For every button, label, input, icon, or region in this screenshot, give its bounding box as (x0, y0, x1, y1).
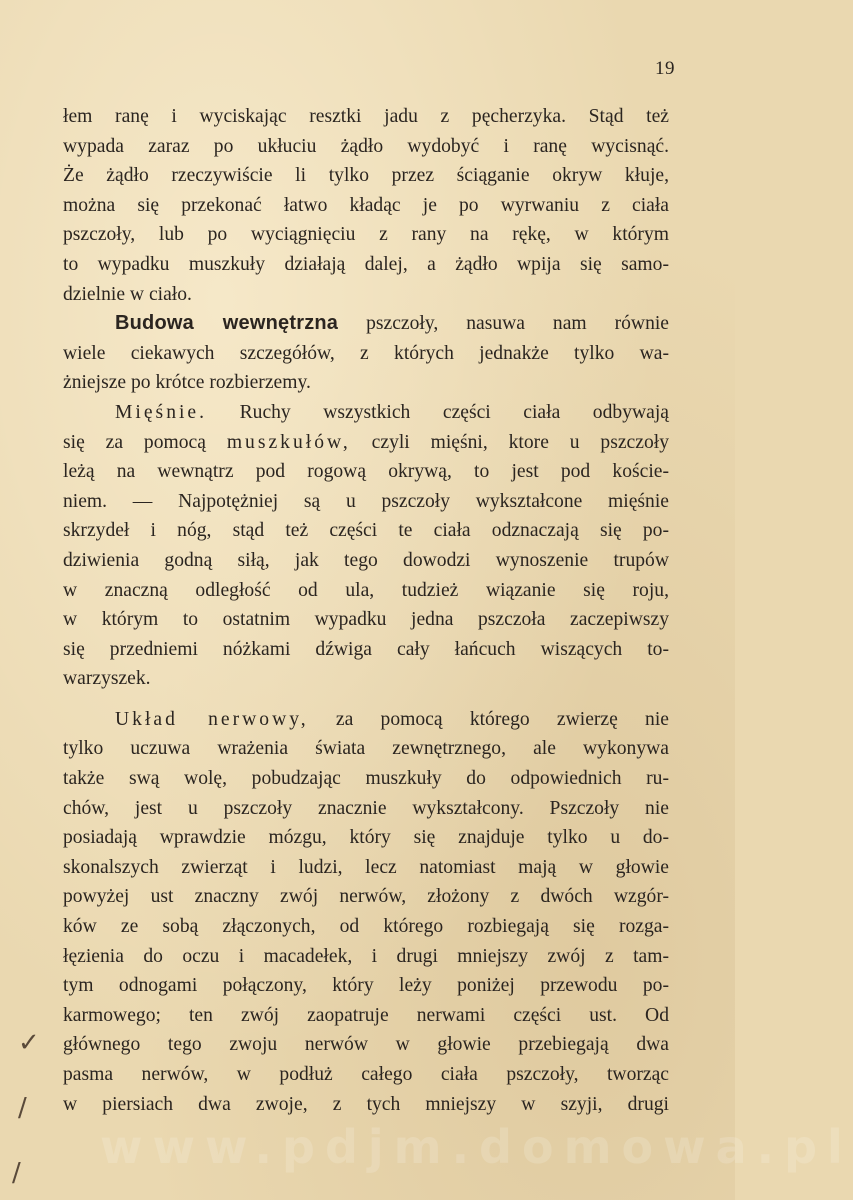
text-line: w znaczną odległość od ula, tudzież wiązanie się roju, (63, 579, 669, 601)
text-line: niem. — Najpotężniej są u pszczoły wykształcone mięśnie (63, 490, 669, 512)
text-line: to wypadku muszkuły działają dalej, a żądło wpija się samo- (63, 253, 669, 275)
text-line: się przedniemi nóżkami dźwiga cały łańcuch wiszących to- (63, 638, 669, 660)
text-line: powyżej ust znaczny zwój nerwów, złożony z dwóch wzgór- (63, 886, 669, 908)
page-number: 19 (655, 58, 675, 79)
text-line: pszczoły, lub po wyciągnięciu z rany na rękę, w którym (63, 224, 669, 246)
margin-pencil-mark: / (12, 1158, 21, 1188)
margin-pencil-mark: ✓ (18, 1028, 40, 1058)
text-line: pasma nerwów, w podłuż całego ciała pszczoły, tworząc (63, 1064, 669, 1085)
text-line: tym odnogami połączony, który leży poniżej przewodu po- (63, 975, 669, 997)
text-line (63, 428, 669, 458)
text-line: skonalszych zwierząt i ludzi, lecz natomiast mają w głowie (63, 856, 669, 878)
text-line: w piersiach dwa zwoje, z tych mniejszy w szyji, drugi (63, 1093, 669, 1115)
text-line: wypada zaraz po ukłuciu żądło wydobyć i ranę wycisnąć. (63, 135, 669, 157)
text-line: warzyszek. (63, 668, 151, 690)
text-line: żniejsze po krótce rozbierzemy. (63, 372, 311, 394)
section-budowa-first-line (63, 309, 669, 339)
text-line: Że żądło rzeczywiście li tylko przez ściąganie okryw kłuje, (63, 165, 669, 187)
text-fragment: czyli mięśni, ktore u pszczoły (371, 431, 669, 453)
text-line: chów, jest u pszczoły znacznie wykształcony. Pszczoły nie (63, 797, 669, 819)
text-line: łęzienia do oczu i macadełek, i drugi mniejszy zwój z tam- (63, 945, 669, 967)
text-line: łem ranę i wyciskając resztki jadu z pęcherzyka. Stąd też (63, 106, 669, 127)
watermark: www.pdjm.domowa.pl (100, 1120, 853, 1174)
section-term-inline: muszkułów, (226, 431, 351, 453)
text-line: można się przekonać łatwo kładąc je po wyrwaniu z ciała (63, 194, 669, 216)
text-line: karmowego; ten zwój zaopatruje nerwami części ust. Od (63, 1004, 669, 1026)
text-line: leżą na wewnątrz pod rogową okrywą, to jest pod koście- (63, 461, 669, 483)
text-line: także swą wolę, pobudzając muszkuły do odpowiednich ru- (63, 768, 669, 790)
text-line: ków ze sobą złączonych, od którego rozbiegają się rozga- (63, 916, 669, 938)
text-line: skrzydeł i nóg, stąd też części te ciała odznaczają się po- (63, 520, 669, 542)
text-line: posiadają wprawdzie mózgu, który się znajduje tylko u do- (63, 827, 669, 849)
text-line: tylko uczuwa wrażenia świata zewnętrznego, ale wykonywa (63, 738, 669, 760)
margin-pencil-mark: / (18, 1093, 27, 1123)
text-line: dziwienia godną siłą, jak tego dowodzi wynoszenie trupów (63, 549, 669, 571)
text-fragment: pszczoły, nasuwa nam równie (366, 313, 670, 335)
section-term: Mięśnie. (115, 401, 208, 423)
paragraph-gap (63, 694, 669, 705)
text-fragment: za pomocą którego zwierzę nie (335, 708, 669, 730)
text-line: w którym to ostatnim wypadku jedna pszczoła zaczepiwszy (63, 609, 669, 631)
section-heading: Budowa wewnętrzna (115, 312, 339, 335)
text-line: wiele ciekawych szczegółów, z których jednakże tylko wa- (63, 342, 669, 364)
section-miesnie-first-line (63, 398, 669, 428)
text-line: dzielnie w ciało. (63, 283, 192, 305)
text-line: głównego tego zwoju nerwów w głowie przebiegają dwa (63, 1034, 669, 1056)
page-text (63, 102, 669, 1119)
text-fragment: się za pomocą (63, 431, 206, 453)
section-uklad-first-line (63, 705, 669, 735)
text-fragment: Ruchy wszystkich części ciała odbywają (239, 401, 669, 423)
section-term: Układ nerwowy, (115, 708, 309, 730)
